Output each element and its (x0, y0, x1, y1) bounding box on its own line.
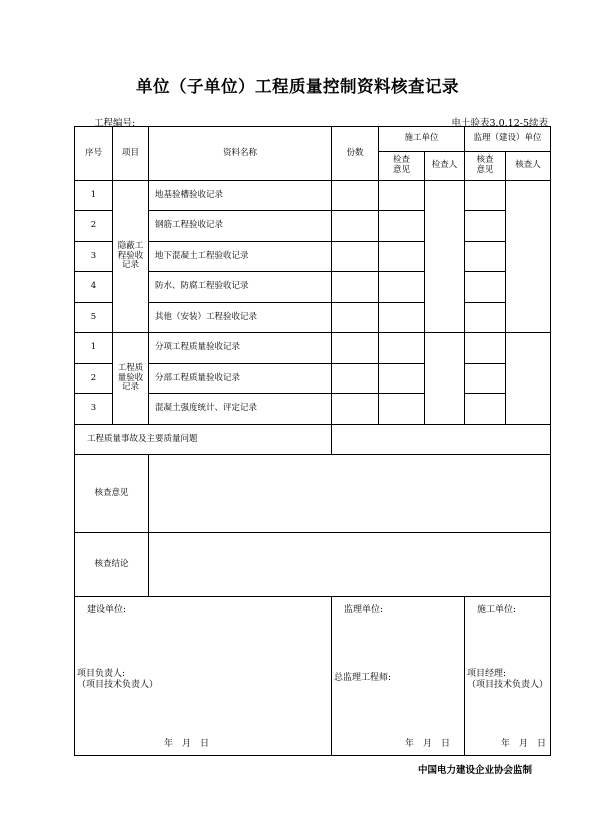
copies-cell[interactable] (332, 211, 379, 242)
copies-cell[interactable] (332, 364, 379, 394)
review-opinion-cell[interactable] (465, 211, 506, 242)
review-conclusion-field[interactable] (149, 533, 551, 597)
copies-cell[interactable] (332, 303, 379, 333)
header-name: 资料名称 (149, 127, 332, 181)
copies-cell[interactable] (332, 333, 379, 364)
project-number-label: 工程编号: (94, 118, 136, 129)
row-name: 防水、防腐工程验收记录 (149, 272, 332, 303)
owner-person-label: 项目负责人: （项目技术负责人） (77, 669, 159, 691)
header-seq: 序号 (75, 127, 113, 181)
check-opinion-cell[interactable] (379, 242, 425, 272)
copies-cell[interactable] (332, 181, 379, 211)
checker-cell[interactable] (425, 333, 465, 425)
copies-cell[interactable] (332, 242, 379, 272)
review-conclusion-label: 核查结论 (75, 533, 149, 597)
header-reviewer: 核查人 (506, 152, 551, 181)
header-checker: 检查人 (425, 152, 465, 181)
accidents-label: 工程质量事故及主要质量问题 (75, 425, 332, 455)
review-opinion-cell[interactable] (465, 364, 506, 394)
check-opinion-cell[interactable] (379, 333, 425, 364)
owner-unit-label: 建设单位: (87, 605, 127, 615)
construction-signature-block (465, 597, 551, 756)
group-name: 工程质 量验收 记录 (113, 333, 149, 425)
review-opinion-cell[interactable] (465, 333, 506, 364)
row-seq: 3 (75, 242, 113, 272)
review-opinion-cell[interactable] (465, 303, 506, 333)
row-name: 地下混凝土工程验收记录 (149, 242, 332, 272)
form-number: 电土验表3.0.12-5续表 (451, 118, 548, 129)
owner-date: 年 月 日 (163, 738, 209, 749)
copies-cell[interactable] (332, 272, 379, 303)
row-seq: 2 (75, 211, 113, 242)
supervision-unit-label: 监理单位: (344, 605, 384, 615)
row-name: 分项工程质量验收记录 (149, 333, 332, 364)
row-seq: 3 (75, 394, 113, 425)
checker-cell[interactable] (425, 181, 465, 333)
group-name: 隐蔽工 程验收 记录 (113, 181, 149, 333)
header-check-opinion: 检查 意见 (379, 152, 425, 181)
reviewer-cell[interactable] (506, 181, 551, 333)
review-record-table (74, 126, 551, 756)
row-name: 地基验槽验收记录 (149, 181, 332, 211)
header-item: 项目 (113, 127, 149, 181)
owner-signature-block (75, 597, 332, 756)
row-seq: 1 (75, 333, 113, 364)
review-opinion-cell[interactable] (465, 242, 506, 272)
row-seq: 5 (75, 303, 113, 333)
review-opinion-label: 核查意见 (75, 455, 149, 533)
construction-person-label: 项目经理: （项目技术负责人） (467, 669, 549, 691)
row-seq: 2 (75, 364, 113, 394)
check-opinion-cell[interactable] (379, 394, 425, 425)
review-opinion-cell[interactable] (465, 272, 506, 303)
row-name: 混凝土强度统计、评定记录 (149, 394, 332, 425)
row-name: 钢筋工程验收记录 (149, 211, 332, 242)
footer-issuer: 中国电力建设企业协会监制 (417, 765, 532, 776)
header-supervision-unit: 监理（建设）单位 (465, 127, 551, 152)
reviewer-cell[interactable] (506, 333, 551, 425)
row-seq: 4 (75, 272, 113, 303)
header-copies: 份数 (332, 127, 379, 181)
check-opinion-cell[interactable] (379, 272, 425, 303)
row-name: 其他（安装）工程验收记录 (149, 303, 332, 333)
check-opinion-cell[interactable] (379, 211, 425, 242)
construction-date: 年 月 日 (501, 738, 547, 749)
row-name: 分部工程质量验收记录 (149, 364, 332, 394)
construction-unit-label: 施工单位: (477, 605, 517, 615)
review-opinion-cell[interactable] (465, 181, 506, 211)
header-review-opinion: 核查 意见 (465, 152, 506, 181)
check-opinion-cell[interactable] (379, 303, 425, 333)
check-opinion-cell[interactable] (379, 181, 425, 211)
review-opinion-field[interactable] (149, 455, 551, 533)
copies-cell[interactable] (332, 394, 379, 425)
header-construction-unit: 施工单位 (379, 127, 465, 152)
row-seq: 1 (75, 181, 113, 211)
check-opinion-cell[interactable] (379, 364, 425, 394)
review-opinion-cell[interactable] (465, 394, 506, 425)
supervision-signature-block (332, 597, 465, 756)
accidents-cell[interactable] (332, 425, 551, 455)
supervision-date: 年 月 日 (405, 738, 451, 749)
supervision-person-label: 总监理工程师: (334, 673, 392, 683)
page-title: 单位（子单位）工程质量控制资料核查记录 (136, 77, 459, 96)
